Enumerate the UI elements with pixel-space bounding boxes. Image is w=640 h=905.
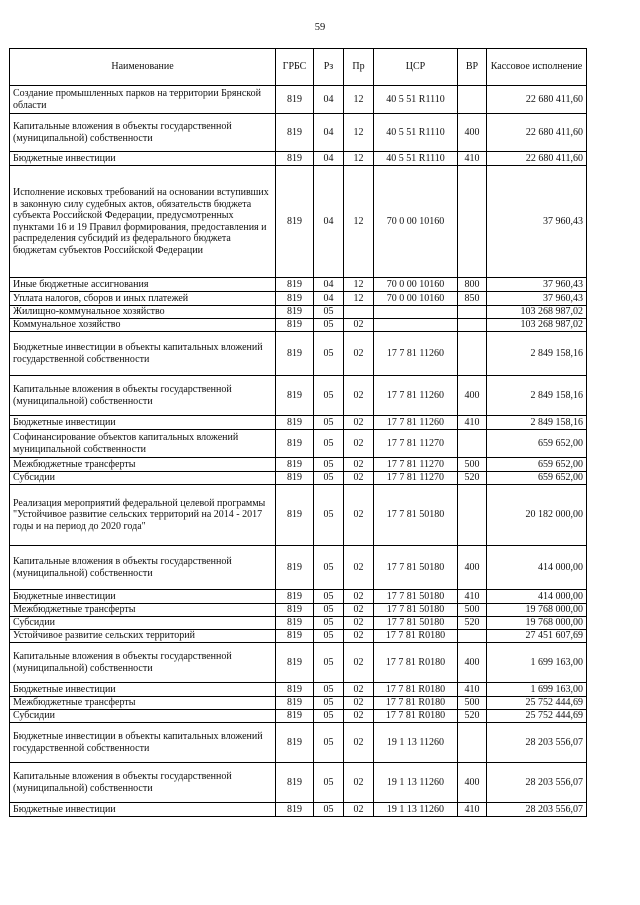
cell-csr: 70 0 00 10160	[374, 292, 458, 306]
cell-grbs: 819	[276, 604, 314, 617]
cell-csr	[374, 306, 458, 319]
cell-amount: 22 680 411,60	[487, 152, 587, 166]
cell-name: Устойчивое развитие сельских территорий	[10, 630, 276, 643]
cell-name: Субсидии	[10, 710, 276, 723]
cell-amount: 1 699 163,00	[487, 683, 587, 697]
cell-grbs: 819	[276, 166, 314, 278]
cell-name: Жилищно-коммунальное хозяйство	[10, 306, 276, 319]
cell-grbs: 819	[276, 458, 314, 472]
cell-name: Создание промышленных парков на территории Брянской области	[10, 86, 276, 114]
cell-amount: 414 000,00	[487, 590, 587, 604]
cell-rz: 05	[314, 604, 344, 617]
cell-grbs: 819	[276, 617, 314, 630]
cell-vr	[458, 332, 487, 376]
cell-csr: 17 7 81 50180	[374, 485, 458, 546]
cell-rz: 04	[314, 86, 344, 114]
cell-amount: 20 182 000,00	[487, 485, 587, 546]
cell-amount: 22 680 411,60	[487, 86, 587, 114]
cell-rz: 05	[314, 617, 344, 630]
cell-amount: 37 960,43	[487, 278, 587, 292]
table-row	[10, 332, 587, 376]
cell-vr: 800	[458, 278, 487, 292]
table-row	[10, 306, 587, 319]
cell-csr: 17 7 81 50180	[374, 546, 458, 590]
cell-pr: 02	[344, 376, 374, 416]
cell-vr: 400	[458, 376, 487, 416]
cell-name: Бюджетные инвестиции	[10, 416, 276, 430]
cell-amount: 2 849 158,16	[487, 332, 587, 376]
cell-grbs: 819	[276, 546, 314, 590]
cell-rz: 04	[314, 152, 344, 166]
cell-amount: 2 849 158,16	[487, 376, 587, 416]
table-row	[10, 617, 587, 630]
cell-rz: 04	[314, 114, 344, 152]
cell-csr: 17 7 81 11260	[374, 332, 458, 376]
cell-vr: 520	[458, 472, 487, 485]
cell-csr: 40 5 51 R1110	[374, 86, 458, 114]
cell-vr: 500	[458, 697, 487, 710]
column-header-amount: Кассовое исполнение	[487, 49, 587, 86]
table-row	[10, 710, 587, 723]
page-number: 59	[314, 22, 326, 33]
cell-rz: 05	[314, 803, 344, 817]
table-row	[10, 590, 587, 604]
cell-csr: 40 5 51 R1110	[374, 152, 458, 166]
cell-vr: 410	[458, 152, 487, 166]
cell-pr: 12	[344, 114, 374, 152]
table-row	[10, 416, 587, 430]
cell-vr: 520	[458, 617, 487, 630]
cell-vr: 400	[458, 763, 487, 803]
cell-vr	[458, 485, 487, 546]
cell-csr: 17 7 81 11270	[374, 472, 458, 485]
table-row	[10, 430, 587, 458]
cell-csr: 17 7 81 R0180	[374, 697, 458, 710]
cell-rz: 05	[314, 376, 344, 416]
cell-grbs: 819	[276, 152, 314, 166]
cell-name: Капитальные вложения в объекты государственной (муниципальной) собственности	[10, 546, 276, 590]
cell-name: Иные бюджетные ассигнования	[10, 278, 276, 292]
table-header-row	[10, 49, 587, 86]
cell-grbs: 819	[276, 292, 314, 306]
cell-vr	[458, 306, 487, 319]
cell-name: Капитальные вложения в объекты государственной (муниципальной) собственности	[10, 114, 276, 152]
cell-vr	[458, 166, 487, 278]
cell-csr	[374, 319, 458, 332]
cell-name: Бюджетные инвестиции	[10, 803, 276, 817]
cell-grbs: 819	[276, 630, 314, 643]
cell-csr: 40 5 51 R1110	[374, 114, 458, 152]
cell-rz: 05	[314, 590, 344, 604]
cell-amount: 28 203 556,07	[487, 803, 587, 817]
cell-amount: 659 652,00	[487, 458, 587, 472]
table-row	[10, 683, 587, 697]
table-row	[10, 86, 587, 114]
cell-grbs: 819	[276, 416, 314, 430]
cell-csr: 17 7 81 50180	[374, 604, 458, 617]
column-header-rz: Рз	[314, 49, 344, 86]
cell-name: Субсидии	[10, 472, 276, 485]
cell-grbs: 819	[276, 643, 314, 683]
table-row	[10, 114, 587, 152]
cell-vr	[458, 723, 487, 763]
cell-pr: 02	[344, 546, 374, 590]
cell-pr: 02	[344, 472, 374, 485]
cell-amount: 19 768 000,00	[487, 617, 587, 630]
cell-amount: 27 451 607,69	[487, 630, 587, 643]
cell-rz: 05	[314, 723, 344, 763]
cell-pr: 02	[344, 332, 374, 376]
table-body	[10, 86, 587, 817]
cell-grbs: 819	[276, 319, 314, 332]
cell-rz: 05	[314, 332, 344, 376]
table-row	[10, 697, 587, 710]
cell-csr: 70 0 00 10160	[374, 278, 458, 292]
cell-csr: 17 7 81 50180	[374, 617, 458, 630]
cell-pr: 02	[344, 630, 374, 643]
cell-grbs: 819	[276, 803, 314, 817]
cell-amount: 414 000,00	[487, 546, 587, 590]
cell-csr: 19 1 13 11260	[374, 763, 458, 803]
cell-amount: 659 652,00	[487, 430, 587, 458]
cell-name: Бюджетные инвестиции в объекты капитальных вложений государственной собственности	[10, 332, 276, 376]
table-row	[10, 630, 587, 643]
cell-rz: 05	[314, 485, 344, 546]
cell-vr: 400	[458, 114, 487, 152]
cell-pr: 12	[344, 86, 374, 114]
cell-rz: 05	[314, 416, 344, 430]
cell-grbs: 819	[276, 332, 314, 376]
cell-vr: 410	[458, 590, 487, 604]
cell-pr: 02	[344, 430, 374, 458]
cell-name: Бюджетные инвестиции	[10, 683, 276, 697]
cell-pr: 02	[344, 763, 374, 803]
cell-vr	[458, 319, 487, 332]
cell-rz: 05	[314, 546, 344, 590]
cell-vr: 500	[458, 604, 487, 617]
cell-grbs: 819	[276, 306, 314, 319]
table-row	[10, 604, 587, 617]
cell-name: Межбюджетные трансферты	[10, 697, 276, 710]
cell-pr: 12	[344, 278, 374, 292]
cell-grbs: 819	[276, 430, 314, 458]
cell-rz: 05	[314, 319, 344, 332]
cell-name: Бюджетные инвестиции	[10, 590, 276, 604]
cell-rz: 05	[314, 643, 344, 683]
cell-pr: 02	[344, 617, 374, 630]
table-row	[10, 472, 587, 485]
cell-amount: 37 960,43	[487, 292, 587, 306]
cell-csr: 17 7 81 11260	[374, 376, 458, 416]
cell-name: Субсидии	[10, 617, 276, 630]
cell-grbs: 819	[276, 590, 314, 604]
cell-grbs: 819	[276, 723, 314, 763]
cell-vr: 850	[458, 292, 487, 306]
table-row	[10, 152, 587, 166]
table-row	[10, 376, 587, 416]
cell-amount: 103 268 987,02	[487, 319, 587, 332]
table-row	[10, 643, 587, 683]
cell-vr: 500	[458, 458, 487, 472]
cell-grbs: 819	[276, 114, 314, 152]
cell-pr: 02	[344, 643, 374, 683]
cell-vr: 410	[458, 416, 487, 430]
cell-name: Межбюджетные трансферты	[10, 458, 276, 472]
cell-csr: 19 1 13 11260	[374, 723, 458, 763]
cell-vr: 400	[458, 546, 487, 590]
table-row	[10, 292, 587, 306]
cell-amount: 37 960,43	[487, 166, 587, 278]
column-header-vr: ВР	[458, 49, 487, 86]
cell-vr	[458, 430, 487, 458]
cell-name: Коммунальное хозяйство	[10, 319, 276, 332]
cell-pr	[344, 306, 374, 319]
cell-csr: 17 7 81 R0180	[374, 683, 458, 697]
column-header-name: Наименование	[10, 49, 276, 86]
cell-rz: 05	[314, 697, 344, 710]
cell-csr: 17 7 81 50180	[374, 590, 458, 604]
cell-pr: 02	[344, 604, 374, 617]
cell-pr: 12	[344, 292, 374, 306]
cell-pr: 02	[344, 710, 374, 723]
cell-rz: 05	[314, 306, 344, 319]
cell-amount: 659 652,00	[487, 472, 587, 485]
cell-vr: 520	[458, 710, 487, 723]
cell-name: Реализация мероприятий федеральной целевой программы "Устойчивое развитие сельских территорий на 2014 - 2017 годы и на период до 2020 года"	[10, 485, 276, 546]
cell-grbs: 819	[276, 278, 314, 292]
cell-name: Капитальные вложения в объекты государственной (муниципальной) собственности	[10, 763, 276, 803]
table-row	[10, 723, 587, 763]
cell-rz: 05	[314, 683, 344, 697]
cell-pr: 02	[344, 803, 374, 817]
cell-pr: 02	[344, 458, 374, 472]
cell-name: Исполнение исковых требований на основании вступивших в законную силу судебных актов, обязательств бюджета субъекта Российской Федерации, предусмотренных пунктами 16 и 19 Правил формирования, предоставления и распределения субсидий из федерального бюджета бюджетам субъектов Российской Федерации	[10, 166, 276, 278]
table-row	[10, 763, 587, 803]
cell-pr: 02	[344, 683, 374, 697]
cell-rz: 04	[314, 166, 344, 278]
cell-amount: 1 699 163,00	[487, 643, 587, 683]
column-header-csr: ЦСР	[374, 49, 458, 86]
table-row	[10, 319, 587, 332]
cell-name: Софинансирование объектов капитальных вложений муниципальной собственности	[10, 430, 276, 458]
cell-pr: 02	[344, 590, 374, 604]
cell-amount: 25 752 444,69	[487, 710, 587, 723]
cell-rz: 05	[314, 458, 344, 472]
cell-vr: 400	[458, 643, 487, 683]
cell-csr: 17 7 81 11270	[374, 430, 458, 458]
cell-rz: 04	[314, 292, 344, 306]
cell-csr: 17 7 81 R0180	[374, 710, 458, 723]
cell-rz: 05	[314, 430, 344, 458]
cell-rz: 05	[314, 710, 344, 723]
cell-amount: 103 268 987,02	[487, 306, 587, 319]
cell-csr: 17 7 81 R0180	[374, 630, 458, 643]
cell-vr: 410	[458, 803, 487, 817]
cell-name: Капитальные вложения в объекты государственной (муниципальной) собственности	[10, 643, 276, 683]
column-header-grbs: ГРБС	[276, 49, 314, 86]
cell-csr: 70 0 00 10160	[374, 166, 458, 278]
cell-rz: 04	[314, 278, 344, 292]
cell-name: Капитальные вложения в объекты государственной (муниципальной) собственности	[10, 376, 276, 416]
cell-vr: 410	[458, 683, 487, 697]
cell-name: Бюджетные инвестиции в объекты капитальных вложений государственной собственности	[10, 723, 276, 763]
cell-pr: 12	[344, 166, 374, 278]
cell-csr: 17 7 81 R0180	[374, 643, 458, 683]
cell-name: Бюджетные инвестиции	[10, 152, 276, 166]
cell-grbs: 819	[276, 683, 314, 697]
cell-csr: 17 7 81 11270	[374, 458, 458, 472]
cell-amount: 19 768 000,00	[487, 604, 587, 617]
cell-name: Межбюджетные трансферты	[10, 604, 276, 617]
cell-pr: 02	[344, 485, 374, 546]
cell-amount: 2 849 158,16	[487, 416, 587, 430]
cell-pr: 02	[344, 697, 374, 710]
cell-pr: 02	[344, 416, 374, 430]
table-row	[10, 546, 587, 590]
cell-grbs: 819	[276, 86, 314, 114]
table-row	[10, 458, 587, 472]
cell-amount: 25 752 444,69	[487, 697, 587, 710]
cell-pr: 12	[344, 152, 374, 166]
cell-pr: 02	[344, 319, 374, 332]
cell-grbs: 819	[276, 376, 314, 416]
cell-rz: 05	[314, 763, 344, 803]
cell-vr	[458, 86, 487, 114]
table-row	[10, 166, 587, 278]
cell-rz: 05	[314, 630, 344, 643]
column-header-pr: Пр	[344, 49, 374, 86]
cell-grbs: 819	[276, 472, 314, 485]
cell-grbs: 819	[276, 710, 314, 723]
cell-amount: 28 203 556,07	[487, 763, 587, 803]
cell-name: Уплата налогов, сборов и иных платежей	[10, 292, 276, 306]
cell-rz: 05	[314, 472, 344, 485]
table-row	[10, 278, 587, 292]
table-row	[10, 485, 587, 546]
cell-grbs: 819	[276, 485, 314, 546]
cell-grbs: 819	[276, 697, 314, 710]
cell-csr: 17 7 81 11260	[374, 416, 458, 430]
budget-execution-table	[9, 48, 587, 817]
cell-vr	[458, 630, 487, 643]
cell-grbs: 819	[276, 763, 314, 803]
cell-amount: 28 203 556,07	[487, 723, 587, 763]
cell-csr: 19 1 13 11260	[374, 803, 458, 817]
cell-pr: 02	[344, 723, 374, 763]
cell-amount: 22 680 411,60	[487, 114, 587, 152]
table-row	[10, 803, 587, 817]
